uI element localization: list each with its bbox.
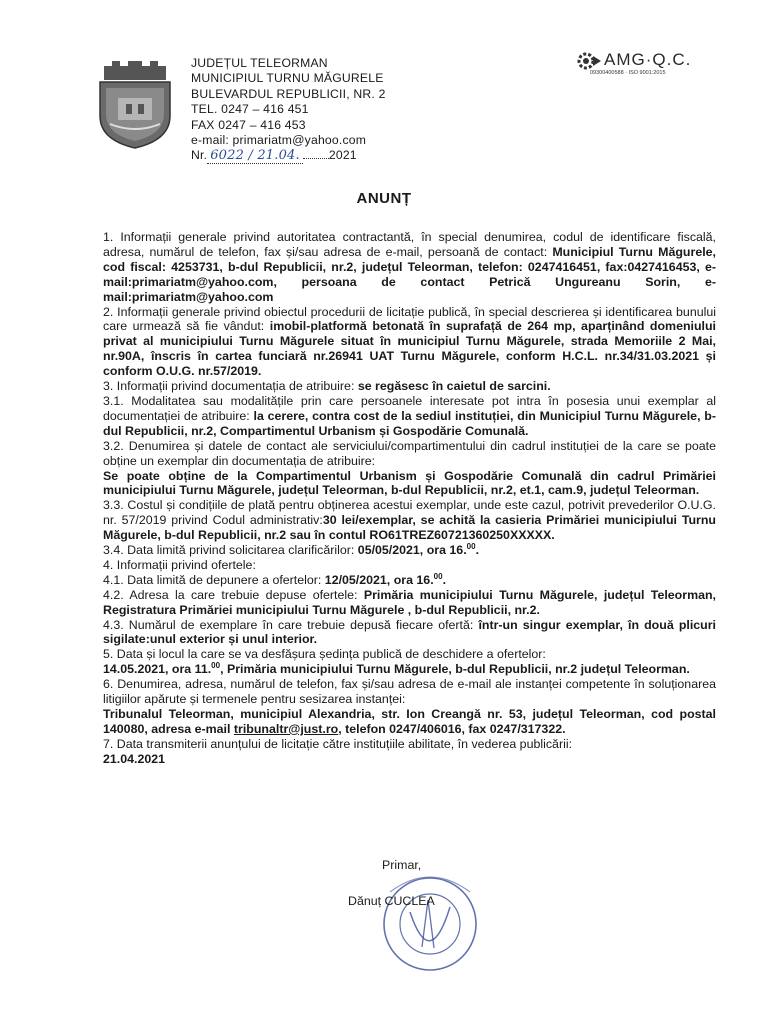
signature-role: Primar, bbox=[382, 858, 422, 872]
institution-header bbox=[191, 56, 451, 164]
section-3-3: 3.3. Costul și condițiile de plată pentru obținerea acestui exemplar, unde este cazul, potrivit prevederilor O.U.G. nr. 57/2019 privind Codul administrativ:30 lei/exemplar, se achită la casieria Primăriei municipiului Turnu Măgurele, b-dul Republicii, nr.2 sau în contul RO61TREZ60721360250XXXXX. bbox=[103, 498, 716, 543]
municipality-line: MUNICIPIUL TURNU MĂGURELE bbox=[191, 71, 384, 86]
signature-block bbox=[330, 852, 550, 992]
address-line: BULEVARDUL REPUBLICII, NR. 2 bbox=[191, 86, 386, 101]
section-4-1: 4.1. Data limită de depunere a ofertelor: 12/05/2021, ora 16.00. bbox=[103, 571, 447, 587]
certification-logo bbox=[576, 48, 692, 80]
section-3-4: 3.4. Data limită privind solicitarea clarificărilor: 05/05/2021, ora 16.00. bbox=[103, 541, 480, 558]
section-3-2: 3.2. Denumirea și datele de contact ale serviciului/compartimentului din cadrul instituției de la care se poate obține un exemplar din documentația de atribuire: Se poate obține de la Compartimentul Urbanism și Gospodărie Comunală din cadrul Primăriei municipiului Turnu Măgurele, județul Teleorman, b-dul Republicii, nr.2, et.1, cam.9, județul Teleorman. bbox=[103, 438, 716, 498]
section-4: 4. Informații privind ofertele: bbox=[103, 557, 256, 572]
section-6: 6. Denumirea, adresa, numărul de telefon, fax și/sau adresa de e-mail ale instanței competente în soluționarea litigiilor apărute și termenele pentru sesizarea instanței: Tribunalul Teleorman, municipiul Alexandria, str. Ion Creangă nr. 53, județul Teleorman, cod postal 140080, adresa e-mail tribunaltr@just.ro, telefon 0247/406016, fax 0247/317322. bbox=[103, 677, 716, 736]
handwritten-number: 6022 / 21.04. bbox=[207, 148, 303, 164]
announcement-body bbox=[103, 230, 716, 767]
section-4-3: 4.3. Numărul de exemplare în care trebuie depusă fiecare ofertă: într-un singur exemplar, în două plicuri sigilate:unul exterior și unul interior. bbox=[103, 617, 716, 647]
section-2: 2. Informații generale privind obiectul procedurii de licitație publică, în special descrierea și identificarea bunului care urmează să fie vândut: imobil-platformă betonată în suprafață de 264 mp, aparținând domeniului privat al municipiului Turnu Măgurele situat în municipiul Turnu Măgurele, strada Memoriile 2 Mai, nr.90A, înscris în cartea funciară nr.26941 UAT Turnu Măgurele, conform H.C.L. nr.34/31.03.2021 și conform O.U.G. nr.57/2019. bbox=[103, 304, 716, 379]
gear-icon bbox=[576, 50, 602, 72]
fax-line: FAX 0247 – 416 453 bbox=[191, 117, 306, 132]
page-title: ANUNȚ bbox=[356, 190, 412, 207]
section-3-1: 3.1. Modalitatea sau modalitățile prin care persoanele interesate pot intra în posesia unui exemplar al documentației de atribuire: la cerere, contra cost de la sediul instituției, din Municipiul Turnu Măgurele, b-dul Republicii, nr.2, Compartimentul Urbanism și Gospodărie Comunală. bbox=[103, 393, 716, 438]
section-7: 7. Data transmiterii anunțului de licitație către instituțiile abilitate, în vederea publicării: 21.04.2021 bbox=[103, 736, 573, 766]
email-line: e-mail: primariatm@yahoo.com bbox=[191, 133, 367, 148]
section-3: 3. Informații privind documentația de atribuire: se regăsesc în caietul de sarcini. bbox=[103, 379, 551, 394]
coat-of-arms-icon bbox=[96, 58, 174, 150]
signature-name: Dănuț CUCLEA bbox=[348, 894, 435, 908]
county-line: JUDEȚUL TELEORMAN bbox=[191, 56, 328, 70]
certification-logo-text: AMG·Q.C. bbox=[604, 50, 692, 69]
certification-line: 09300400588 · ISO 9001:2015 bbox=[590, 70, 666, 76]
section-1: 1. Informații generale privind autoritatea contractantă, în special denumirea, codul de identificare fiscală, adresa, numărul de telefon, fax și/sau adresa de e-mail, persoană de contact: Municipiul Turnu Măgurele, cod fiscal: 4253731, b-dul Republicii, nr.2, județul Teleorman, telefon: 0247416451, fax:0427416453, e-mail:primariatm@yahoo.com, persoana de contact Petrică Ungureanu Sorin, e-mail:primariatm@yahoo.com bbox=[103, 230, 716, 304]
section-4-2: 4.2. Adresa la care trebuie depuse ofertele: Primăria municipiului Turnu Măgurele, județul Teleorman, Registratura Primăriei municipiului Turnu Măgurele , b-dul Republicii, nr.2. bbox=[103, 587, 716, 617]
official-stamp-icon bbox=[330, 852, 550, 992]
registration-number: Nr. 6022 / 21.04. 2021 bbox=[191, 148, 357, 164]
section-5: 5. Data și locul la care se va desfășura ședința publică de deschidere a ofertelor: 14.05.2021, ora 11.00, Primăria municipiului Turnu Măgurele, b-dul Republicii, nr.2 județul Teleorman. bbox=[103, 647, 690, 677]
phone-line: TEL. 0247 – 416 451 bbox=[191, 102, 309, 117]
